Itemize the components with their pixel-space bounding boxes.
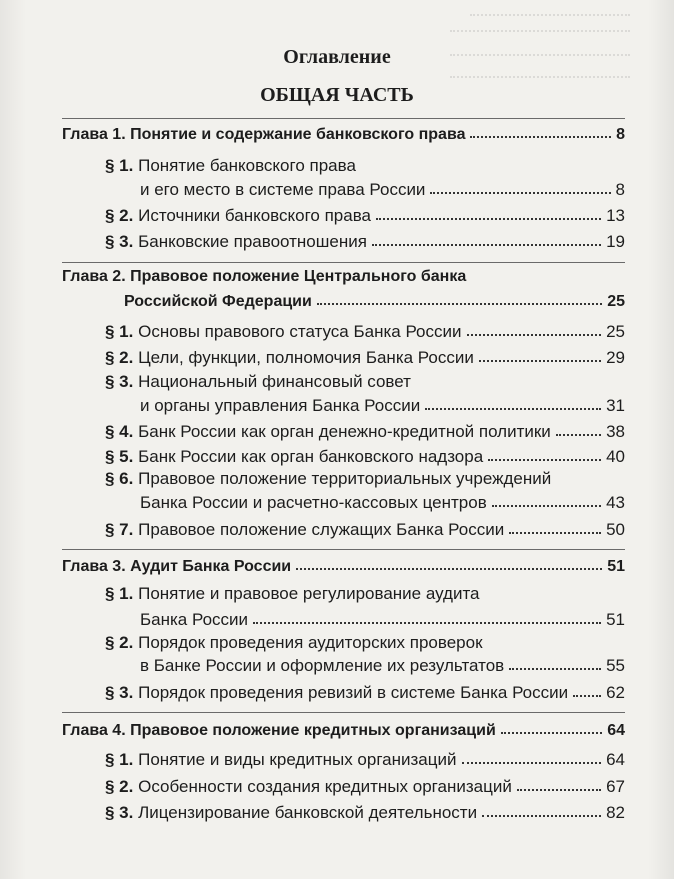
section-number: § 3.: [105, 683, 134, 702]
toc-section[interactable]: [62, 156, 625, 176]
leader-dots: [296, 568, 602, 570]
toc-section[interactable]: [62, 443, 625, 467]
section-title-line: Особенности создания кредитных организаций: [138, 777, 512, 796]
toc-section-cont[interactable]: [62, 606, 625, 630]
section-title-line: и его место в системе права России: [140, 180, 426, 199]
section-number: § 5.: [105, 447, 134, 466]
toc-section[interactable]: [62, 344, 625, 368]
section-number: § 3.: [105, 232, 134, 251]
section-number: § 1.: [105, 584, 134, 603]
section-number: § 2.: [105, 348, 134, 367]
toc-chapter[interactable]: [62, 120, 625, 144]
toc-section[interactable]: [62, 372, 625, 392]
toc-section[interactable]: [62, 584, 625, 604]
toc-section[interactable]: [62, 799, 625, 823]
toc-section[interactable]: [62, 773, 625, 797]
section-number: § 3.: [105, 372, 134, 391]
page-number: 25: [607, 293, 625, 310]
section-title-line: Национальный финансовый совет: [138, 372, 411, 391]
leader-dots: [372, 244, 601, 246]
leader-dots: [470, 136, 611, 138]
section-title-line: Понятие банковского права: [138, 156, 356, 175]
leader-dots: [509, 532, 601, 534]
section-title-line: Лицензирование банковской деятельности: [138, 803, 478, 822]
leader-dots: [488, 459, 601, 461]
leader-dots: [467, 334, 602, 336]
page-number: 31: [606, 396, 625, 415]
chapter-title: Глава 2. Правовое положение Центрального банка: [62, 268, 467, 285]
toc-section[interactable]: [62, 516, 625, 540]
toc-section-cont[interactable]: [62, 176, 625, 200]
leader-dots: [317, 303, 602, 305]
toc-chapter[interactable]: [62, 716, 625, 740]
leader-dots: [482, 815, 601, 817]
toc-section-cont[interactable]: [62, 392, 625, 416]
section-title: ОБЩАЯ ЧАСТЬ: [260, 84, 414, 106]
toc-section[interactable]: [62, 633, 625, 653]
toc-section-cont[interactable]: [62, 489, 625, 513]
chapter-title: Российской Федерации: [124, 293, 312, 310]
section-title-line: Понятие и правовое регулирование аудита: [138, 584, 480, 603]
chapter-title: Глава 4. Правовое положение кредитных организаций: [62, 722, 496, 739]
section-title-line: Основы правового статуса Банка России: [138, 322, 462, 341]
section-number: § 1.: [105, 750, 134, 769]
leader-dots: [509, 668, 601, 670]
section-title-line: Правовое положение служащих Банка России: [138, 520, 505, 539]
page-number: 8: [615, 180, 625, 199]
page-number: 43: [606, 493, 625, 512]
section-title-line: Понятие и виды кредитных организаций: [138, 750, 457, 769]
chapter-divider: [62, 712, 625, 713]
section-number: § 6.: [105, 469, 134, 488]
page-number: 51: [606, 610, 625, 629]
page-number: 19: [606, 232, 625, 251]
table-of-contents: [62, 0, 625, 879]
section-number: § 2.: [105, 206, 134, 225]
section-number: § 3.: [105, 803, 134, 822]
section-title-line: Порядок проведения аудиторских проверок: [138, 633, 483, 652]
section-title-line: и органы управления Банка России: [140, 396, 421, 415]
leader-dots: [492, 505, 601, 507]
toc-chapter[interactable]: [62, 552, 625, 576]
toc-section[interactable]: [62, 469, 625, 489]
toc-section[interactable]: [62, 318, 625, 342]
chapter-divider: [62, 262, 625, 263]
leader-dots: [253, 622, 601, 624]
section-title-line: Банковские правоотношения: [138, 232, 367, 251]
page-number: 38: [606, 422, 625, 441]
leader-dots: [462, 762, 602, 764]
page-number: 25: [606, 322, 625, 341]
page-number: 55: [606, 656, 625, 675]
page-edge-shadow-left: [0, 0, 26, 879]
page-number: 82: [606, 803, 625, 822]
section-number: § 7.: [105, 520, 134, 539]
leader-dots: [501, 732, 602, 734]
page-number: 67: [606, 777, 625, 796]
chapter-title: Глава 1. Понятие и содержание банковского права: [62, 126, 466, 143]
page-edge-shadow-right: [648, 0, 674, 879]
chapter-title: Глава 3. Аудит Банка России: [62, 558, 292, 575]
chapter-divider: [62, 118, 625, 119]
section-title-line: Банка России: [140, 610, 249, 629]
leader-dots: [430, 192, 610, 194]
toc-section[interactable]: [62, 679, 625, 703]
toc-section[interactable]: [62, 228, 625, 252]
page-title: Оглавление: [283, 46, 391, 68]
section-title-line: Цели, функции, полномочия Банка России: [138, 348, 474, 367]
page-number: 64: [607, 722, 625, 739]
leader-dots: [376, 218, 601, 220]
page-number: 62: [606, 683, 625, 702]
section-number: § 1.: [105, 156, 134, 175]
page-number: 40: [606, 447, 625, 466]
section-title-line: Банк России как орган банковского надзора: [138, 447, 484, 466]
page-number: 8: [616, 126, 625, 143]
page-number: 13: [606, 206, 625, 225]
toc-section[interactable]: [62, 418, 625, 442]
page-number: 64: [606, 750, 625, 769]
leader-dots: [573, 695, 601, 697]
page-number: 29: [606, 348, 625, 367]
section-title-line: Правовое положение территориальных учреждений: [138, 469, 552, 488]
chapter-divider: [62, 549, 625, 550]
leader-dots: [479, 360, 601, 362]
leader-dots: [425, 408, 601, 410]
section-number: § 2.: [105, 633, 134, 652]
leader-dots: [556, 434, 601, 436]
page-number: 51: [607, 558, 625, 575]
section-title-line: Источники банковского права: [138, 206, 371, 225]
toc-section[interactable]: [62, 746, 625, 770]
toc-section[interactable]: [62, 202, 625, 226]
toc-section-cont[interactable]: [62, 652, 625, 676]
toc-chapter-cont[interactable]: [62, 287, 625, 311]
section-title-line: Порядок проведения ревизий в системе Банка России: [138, 683, 569, 702]
section-number: § 1.: [105, 322, 134, 341]
page-number: 50: [606, 520, 625, 539]
section-number: § 2.: [105, 777, 134, 796]
section-number: § 4.: [105, 422, 134, 441]
section-title-line: в Банке России и оформление их результатов: [140, 656, 505, 675]
leader-dots: [517, 789, 601, 791]
section-title-line: Банк России как орган денежно-кредитной политики: [138, 422, 551, 441]
toc-chapter[interactable]: [62, 268, 625, 286]
section-title-line: Банка России и расчетно-кассовых центров: [140, 493, 487, 512]
